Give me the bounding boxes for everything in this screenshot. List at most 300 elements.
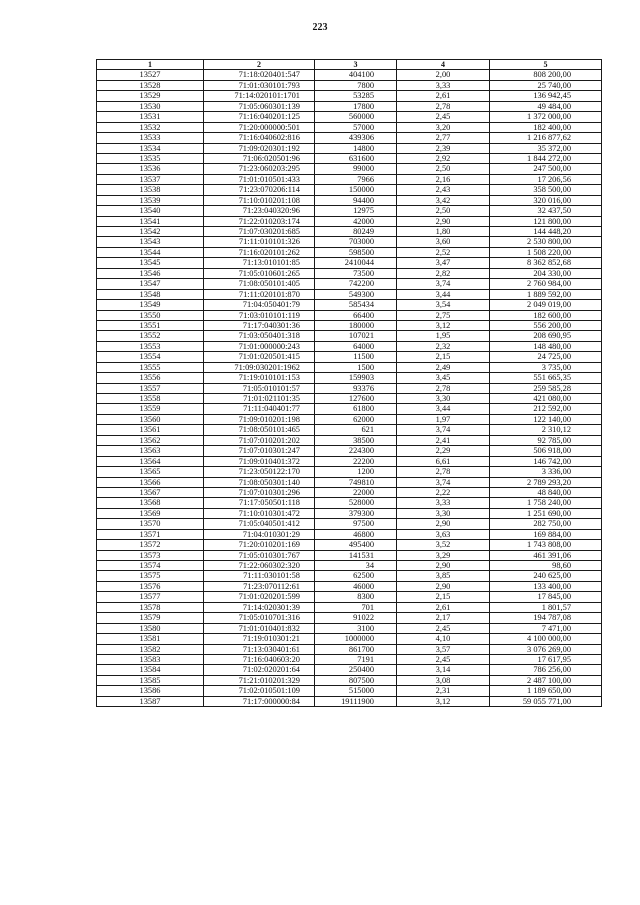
column-header-1: 1 xyxy=(97,60,204,70)
cadastral-number-cell: 71:10:010201:108 xyxy=(204,195,315,205)
area-cell: 38500 xyxy=(315,435,397,445)
cadastral-number-cell: 71:20:010201:169 xyxy=(204,540,315,550)
specific-value-cell: 2,75 xyxy=(397,310,490,320)
table-row xyxy=(97,268,602,278)
row-number-cell: 13569 xyxy=(97,508,204,518)
cadastral-value-cell: 208 690,95 xyxy=(490,331,602,341)
cadastral-number-cell: 71:11:010101:326 xyxy=(204,237,315,247)
area-cell: 64000 xyxy=(315,341,397,351)
table-row xyxy=(97,519,602,529)
area-cell: 807500 xyxy=(315,675,397,685)
row-number-cell: 13561 xyxy=(97,425,204,435)
specific-value-cell: 2,90 xyxy=(397,216,490,226)
row-number-cell: 13535 xyxy=(97,153,204,163)
specific-value-cell: 2,41 xyxy=(397,435,490,445)
table-row xyxy=(97,446,602,456)
specific-value-cell: 2,78 xyxy=(397,101,490,111)
table-body xyxy=(97,70,602,707)
cadastral-value-cell: 204 330,00 xyxy=(490,268,602,278)
specific-value-cell: 2,50 xyxy=(397,206,490,216)
row-number-cell: 13531 xyxy=(97,112,204,122)
specific-value-cell: 1,95 xyxy=(397,331,490,341)
table-row xyxy=(97,341,602,351)
row-number-cell: 13578 xyxy=(97,602,204,612)
cadastral-number-cell: 71:23:040320:96 xyxy=(204,206,315,216)
specific-value-cell: 3,60 xyxy=(397,237,490,247)
area-cell: 107021 xyxy=(315,331,397,341)
row-number-cell: 13527 xyxy=(97,70,204,80)
specific-value-cell: 3,47 xyxy=(397,258,490,268)
row-number-cell: 13574 xyxy=(97,561,204,571)
table-row xyxy=(97,185,602,195)
area-cell: 701 xyxy=(315,602,397,612)
row-number-cell: 13537 xyxy=(97,174,204,184)
row-number-cell: 13550 xyxy=(97,310,204,320)
cadastral-value-cell: 212 592,00 xyxy=(490,404,602,414)
cadastral-number-cell: 71:17:000000:84 xyxy=(204,696,315,706)
row-number-cell: 13547 xyxy=(97,279,204,289)
row-number-cell: 13583 xyxy=(97,654,204,664)
area-cell: 99000 xyxy=(315,164,397,174)
table-row xyxy=(97,279,602,289)
column-header-4: 4 xyxy=(397,60,490,70)
cadastral-value-cell: 421 080,00 xyxy=(490,394,602,404)
row-number-cell: 13575 xyxy=(97,571,204,581)
specific-value-cell: 2,52 xyxy=(397,247,490,257)
area-cell: 61800 xyxy=(315,404,397,414)
area-cell: 34 xyxy=(315,561,397,571)
row-number-cell: 13582 xyxy=(97,644,204,654)
table-row xyxy=(97,414,602,424)
cadastral-value-cell: 786 256,00 xyxy=(490,665,602,675)
area-cell: 159903 xyxy=(315,373,397,383)
cadastral-number-cell: 71:14:020101:1701 xyxy=(204,91,315,101)
area-cell: 180000 xyxy=(315,320,397,330)
cadastral-number-cell: 71:03:010101:119 xyxy=(204,310,315,320)
header-row xyxy=(97,60,602,70)
cadastral-number-cell: 71:05:010701:316 xyxy=(204,613,315,623)
cadastral-value-cell: 182 400,00 xyxy=(490,122,602,132)
row-number-cell: 13533 xyxy=(97,133,204,143)
row-number-cell: 13566 xyxy=(97,477,204,487)
row-number-cell: 13565 xyxy=(97,467,204,477)
specific-value-cell: 2,50 xyxy=(397,164,490,174)
cadastral-number-cell: 71:05:010601:265 xyxy=(204,268,315,278)
area-cell: 150000 xyxy=(315,185,397,195)
row-number-cell: 13560 xyxy=(97,414,204,424)
cadastral-value-cell: 122 140,00 xyxy=(490,414,602,424)
table-row xyxy=(97,665,602,675)
table-row xyxy=(97,550,602,560)
column-header-2: 2 xyxy=(204,60,315,70)
table-row xyxy=(97,112,602,122)
specific-value-cell: 2,00 xyxy=(397,70,490,80)
area-cell: 631600 xyxy=(315,153,397,163)
cadastral-number-cell: 71:07:030201:685 xyxy=(204,227,315,237)
cadastral-number-cell: 71:21:010201:329 xyxy=(204,675,315,685)
specific-value-cell: 3,45 xyxy=(397,373,490,383)
specific-value-cell: 3,54 xyxy=(397,300,490,310)
row-number-cell: 13543 xyxy=(97,237,204,247)
cadastral-number-cell: 71:02:020201:64 xyxy=(204,665,315,675)
cadastral-number-cell: 71:18:020401:547 xyxy=(204,70,315,80)
cadastral-value-cell: 320 016,00 xyxy=(490,195,602,205)
cadastral-value-cell: 1 189 650,00 xyxy=(490,686,602,696)
cadastral-value-cell: 8 362 852,68 xyxy=(490,258,602,268)
column-header-3: 3 xyxy=(315,60,397,70)
cadastral-number-cell: 71:05:040501:412 xyxy=(204,519,315,529)
table-row xyxy=(97,404,602,414)
specific-value-cell: 3,14 xyxy=(397,665,490,675)
cadastral-number-cell: 71:01:010401:832 xyxy=(204,623,315,633)
area-cell: 22200 xyxy=(315,456,397,466)
cadastral-number-cell: 71:19:010301:21 xyxy=(204,634,315,644)
cadastral-number-cell: 71:10:010301:472 xyxy=(204,508,315,518)
row-number-cell: 13540 xyxy=(97,206,204,216)
cadastral-value-cell: 146 742,00 xyxy=(490,456,602,466)
table-row xyxy=(97,383,602,393)
area-cell: 1000000 xyxy=(315,634,397,644)
area-cell: 14800 xyxy=(315,143,397,153)
table-row xyxy=(97,164,602,174)
specific-value-cell: 3,74 xyxy=(397,425,490,435)
table-row xyxy=(97,696,602,706)
specific-value-cell: 2,45 xyxy=(397,654,490,664)
area-cell: 404100 xyxy=(315,70,397,80)
row-number-cell: 13587 xyxy=(97,696,204,706)
specific-value-cell: 3,44 xyxy=(397,404,490,414)
row-number-cell: 13573 xyxy=(97,550,204,560)
area-cell: 3100 xyxy=(315,623,397,633)
cadastral-value-cell: 17 206,56 xyxy=(490,174,602,184)
specific-value-cell: 3,08 xyxy=(397,675,490,685)
specific-value-cell: 2,49 xyxy=(397,362,490,372)
row-number-cell: 13553 xyxy=(97,341,204,351)
cadastral-value-cell: 1 508 220,00 xyxy=(490,247,602,257)
cadastral-number-cell: 71:08:050301:140 xyxy=(204,477,315,487)
specific-value-cell: 2,15 xyxy=(397,592,490,602)
cadastral-number-cell: 71:01:030101:793 xyxy=(204,80,315,90)
row-number-cell: 13528 xyxy=(97,80,204,90)
table-row xyxy=(97,540,602,550)
area-cell: 127600 xyxy=(315,394,397,404)
cadastral-value-cell: 551 665,35 xyxy=(490,373,602,383)
cadastral-value-cell: 1 251 690,00 xyxy=(490,508,602,518)
specific-value-cell: 2,92 xyxy=(397,153,490,163)
area-cell: 749810 xyxy=(315,477,397,487)
cadastral-number-cell: 71:20:000000:501 xyxy=(204,122,315,132)
specific-value-cell: 1,97 xyxy=(397,414,490,424)
area-cell: 11500 xyxy=(315,352,397,362)
cadastral-number-cell: 71:01:020501:415 xyxy=(204,352,315,362)
row-number-cell: 13571 xyxy=(97,529,204,539)
cadastral-value-cell: 556 200,00 xyxy=(490,320,602,330)
cadastral-number-cell: 71:01:020201:599 xyxy=(204,592,315,602)
cadastral-value-cell: 194 787,08 xyxy=(490,613,602,623)
table-row xyxy=(97,634,602,644)
row-number-cell: 13579 xyxy=(97,613,204,623)
area-cell: 17800 xyxy=(315,101,397,111)
row-number-cell: 13542 xyxy=(97,227,204,237)
row-number-cell: 13545 xyxy=(97,258,204,268)
area-cell: 528000 xyxy=(315,498,397,508)
row-number-cell: 13551 xyxy=(97,320,204,330)
specific-value-cell: 2,61 xyxy=(397,91,490,101)
table-row xyxy=(97,300,602,310)
table-row xyxy=(97,487,602,497)
specific-value-cell: 2,16 xyxy=(397,174,490,184)
cadastral-number-cell: 71:07:010301:247 xyxy=(204,446,315,456)
specific-value-cell: 3,74 xyxy=(397,477,490,487)
cadastral-value-cell: 59 055 771,00 xyxy=(490,696,602,706)
specific-value-cell: 2,45 xyxy=(397,623,490,633)
cadastral-value-cell: 3 735,00 xyxy=(490,362,602,372)
cadastral-number-cell: 71:14:020301:39 xyxy=(204,602,315,612)
area-cell: 42000 xyxy=(315,216,397,226)
specific-value-cell: 3,33 xyxy=(397,498,490,508)
table-row xyxy=(97,227,602,237)
cadastral-value-cell: 1 844 272,00 xyxy=(490,153,602,163)
cadastral-number-cell: 71:08:050101:405 xyxy=(204,279,315,289)
table-row xyxy=(97,101,602,111)
cadastral-number-cell: 71:07:010201:202 xyxy=(204,435,315,445)
page-number: 223 xyxy=(312,22,328,33)
table-row xyxy=(97,331,602,341)
table-row xyxy=(97,623,602,633)
table-row xyxy=(97,394,602,404)
specific-value-cell: 3,29 xyxy=(397,550,490,560)
cadastral-value-cell: 282 750,00 xyxy=(490,519,602,529)
table-row xyxy=(97,352,602,362)
table-row xyxy=(97,477,602,487)
specific-value-cell: 2,17 xyxy=(397,613,490,623)
row-number-cell: 13580 xyxy=(97,623,204,633)
cadastral-number-cell: 71:16:040201:125 xyxy=(204,112,315,122)
cadastral-value-cell: 506 918,00 xyxy=(490,446,602,456)
cadastral-number-cell: 71:01:010501:433 xyxy=(204,174,315,184)
area-cell: 57000 xyxy=(315,122,397,132)
table-row xyxy=(97,70,602,80)
row-number-cell: 13541 xyxy=(97,216,204,226)
table-row xyxy=(97,644,602,654)
area-cell: 495400 xyxy=(315,540,397,550)
cadastral-value-cell: 133 400,00 xyxy=(490,581,602,591)
cadastral-number-cell: 71:17:040301:36 xyxy=(204,320,315,330)
table-row xyxy=(97,613,602,623)
area-cell: 7966 xyxy=(315,174,397,184)
area-cell: 250400 xyxy=(315,665,397,675)
row-number-cell: 13532 xyxy=(97,122,204,132)
cadastral-value-cell: 182 600,00 xyxy=(490,310,602,320)
row-number-cell: 13549 xyxy=(97,300,204,310)
row-number-cell: 13534 xyxy=(97,143,204,153)
table-row xyxy=(97,91,602,101)
cadastral-value-cell: 240 625,00 xyxy=(490,571,602,581)
cadastral-number-cell: 71:22:010203:174 xyxy=(204,216,315,226)
cadastral-value-cell: 2 049 019,00 xyxy=(490,300,602,310)
table-row xyxy=(97,195,602,205)
cadastral-number-cell: 71:03:050401:318 xyxy=(204,331,315,341)
cadastral-value-cell: 259 585,28 xyxy=(490,383,602,393)
cadastral-number-cell: 71:09:020301:192 xyxy=(204,143,315,153)
cadastral-value-cell: 25 740,00 xyxy=(490,80,602,90)
area-cell: 94400 xyxy=(315,195,397,205)
cadastral-value-cell: 17 617,95 xyxy=(490,654,602,664)
specific-value-cell: 2,78 xyxy=(397,467,490,477)
row-number-cell: 13539 xyxy=(97,195,204,205)
area-cell: 703000 xyxy=(315,237,397,247)
table-row xyxy=(97,435,602,445)
table-row xyxy=(97,425,602,435)
cadastral-number-cell: 71:05:010301:767 xyxy=(204,550,315,560)
specific-value-cell: 3,44 xyxy=(397,289,490,299)
table-row xyxy=(97,571,602,581)
cadastral-value-cell: 461 391,06 xyxy=(490,550,602,560)
area-cell: 439306 xyxy=(315,133,397,143)
table-row xyxy=(97,467,602,477)
table-row xyxy=(97,289,602,299)
row-number-cell: 13563 xyxy=(97,446,204,456)
row-number-cell: 13556 xyxy=(97,373,204,383)
row-number-cell: 13570 xyxy=(97,519,204,529)
cadastral-value-cell: 3 336,00 xyxy=(490,467,602,477)
cadastral-number-cell: 71:05:060301:139 xyxy=(204,101,315,111)
specific-value-cell: 2,43 xyxy=(397,185,490,195)
area-cell: 62000 xyxy=(315,414,397,424)
cadastral-value-cell: 358 500,00 xyxy=(490,185,602,195)
cadastral-number-cell: 71:08:050101:465 xyxy=(204,425,315,435)
area-cell: 46800 xyxy=(315,529,397,539)
cadastral-number-cell: 71:11:030101:58 xyxy=(204,571,315,581)
cadastral-number-cell: 71:11:020101:870 xyxy=(204,289,315,299)
row-number-cell: 13572 xyxy=(97,540,204,550)
cadastral-number-cell: 71:23:050122:170 xyxy=(204,467,315,477)
table-row xyxy=(97,133,602,143)
cadastral-value-cell: 2 487 100,00 xyxy=(490,675,602,685)
area-cell: 1500 xyxy=(315,362,397,372)
cadastral-number-cell: 71:11:040401:77 xyxy=(204,404,315,414)
cadastral-value-cell: 2 789 293,20 xyxy=(490,477,602,487)
row-number-cell: 13576 xyxy=(97,581,204,591)
row-number-cell: 13581 xyxy=(97,634,204,644)
cadastral-number-cell: 71:04:010301:29 xyxy=(204,529,315,539)
specific-value-cell: 2,31 xyxy=(397,686,490,696)
table-row xyxy=(97,320,602,330)
area-cell: 7191 xyxy=(315,654,397,664)
cadastral-number-cell: 71:16:040603:20 xyxy=(204,654,315,664)
specific-value-cell: 3,63 xyxy=(397,529,490,539)
cadastral-value-cell: 148 480,00 xyxy=(490,341,602,351)
cadastral-number-cell: 71:07:010301:296 xyxy=(204,487,315,497)
specific-value-cell: 3,42 xyxy=(397,195,490,205)
table-row xyxy=(97,174,602,184)
area-cell: 598500 xyxy=(315,247,397,257)
cadastral-number-cell: 71:06:020501:96 xyxy=(204,153,315,163)
cadastral-number-cell: 71:04:050401:79 xyxy=(204,300,315,310)
specific-value-cell: 3,57 xyxy=(397,644,490,654)
table-row xyxy=(97,456,602,466)
area-cell: 742200 xyxy=(315,279,397,289)
area-cell: 53285 xyxy=(315,91,397,101)
table-row xyxy=(97,206,602,216)
row-number-cell: 13577 xyxy=(97,592,204,602)
table-row xyxy=(97,362,602,372)
area-cell: 2410044 xyxy=(315,258,397,268)
cadastral-number-cell: 71:05:010101:57 xyxy=(204,383,315,393)
specific-value-cell: 2,78 xyxy=(397,383,490,393)
row-number-cell: 13585 xyxy=(97,675,204,685)
cadastral-number-cell: 71:01:000000:243 xyxy=(204,341,315,351)
table-row xyxy=(97,675,602,685)
specific-value-cell: 4,10 xyxy=(397,634,490,644)
area-cell: 141531 xyxy=(315,550,397,560)
cadastral-number-cell: 71:09:030201:1962 xyxy=(204,362,315,372)
row-number-cell: 13544 xyxy=(97,247,204,257)
table-row xyxy=(97,80,602,90)
table-row xyxy=(97,373,602,383)
table-row xyxy=(97,216,602,226)
specific-value-cell: 1,80 xyxy=(397,227,490,237)
cadastral-value-cell: 1 889 592,00 xyxy=(490,289,602,299)
cadastral-number-cell: 71:13:010101:85 xyxy=(204,258,315,268)
table-row xyxy=(97,602,602,612)
cadastral-number-cell: 71:13:030401:61 xyxy=(204,644,315,654)
cadastral-value-cell: 1 758 240,00 xyxy=(490,498,602,508)
area-cell: 224300 xyxy=(315,446,397,456)
specific-value-cell: 2,90 xyxy=(397,581,490,591)
cadastral-number-cell: 71:09:010401:372 xyxy=(204,456,315,466)
specific-value-cell: 3,74 xyxy=(397,279,490,289)
cadastral-number-cell: 71:01:021101:35 xyxy=(204,394,315,404)
cadastral-value-cell: 1 372 000,00 xyxy=(490,112,602,122)
cadastral-number-cell: 71:16:040602:816 xyxy=(204,133,315,143)
cadastral-value-cell: 1 801,57 xyxy=(490,602,602,612)
specific-value-cell: 3,33 xyxy=(397,80,490,90)
specific-value-cell: 3,52 xyxy=(397,540,490,550)
area-cell: 585434 xyxy=(315,300,397,310)
cadastral-value-cell: 121 800,00 xyxy=(490,216,602,226)
area-cell: 46000 xyxy=(315,581,397,591)
specific-value-cell: 2,22 xyxy=(397,487,490,497)
area-cell: 549300 xyxy=(315,289,397,299)
row-number-cell: 13568 xyxy=(97,498,204,508)
cadastral-value-cell: 2 530 800,00 xyxy=(490,237,602,247)
specific-value-cell: 3,12 xyxy=(397,696,490,706)
area-cell: 22000 xyxy=(315,487,397,497)
cadastral-value-cell: 1 743 808,00 xyxy=(490,540,602,550)
cadastral-number-cell: 71:19:010101:153 xyxy=(204,373,315,383)
row-number-cell: 13529 xyxy=(97,91,204,101)
table-row xyxy=(97,654,602,664)
table-row xyxy=(97,143,602,153)
cadastral-value-cell: 24 725,00 xyxy=(490,352,602,362)
specific-value-cell: 2,77 xyxy=(397,133,490,143)
cadastral-value-cell: 49 484,00 xyxy=(490,101,602,111)
cadastral-value-cell: 17 845,00 xyxy=(490,592,602,602)
row-number-cell: 13559 xyxy=(97,404,204,414)
row-number-cell: 13558 xyxy=(97,394,204,404)
specific-value-cell: 3,12 xyxy=(397,320,490,330)
row-number-cell: 13552 xyxy=(97,331,204,341)
area-cell: 515000 xyxy=(315,686,397,696)
specific-value-cell: 2,90 xyxy=(397,561,490,571)
cadastral-number-cell: 71:22:060302:320 xyxy=(204,561,315,571)
cadastral-value-cell: 169 884,00 xyxy=(490,529,602,539)
row-number-cell: 13562 xyxy=(97,435,204,445)
row-number-cell: 13530 xyxy=(97,101,204,111)
cadastral-value-cell: 136 942,45 xyxy=(490,91,602,101)
area-cell: 80249 xyxy=(315,227,397,237)
